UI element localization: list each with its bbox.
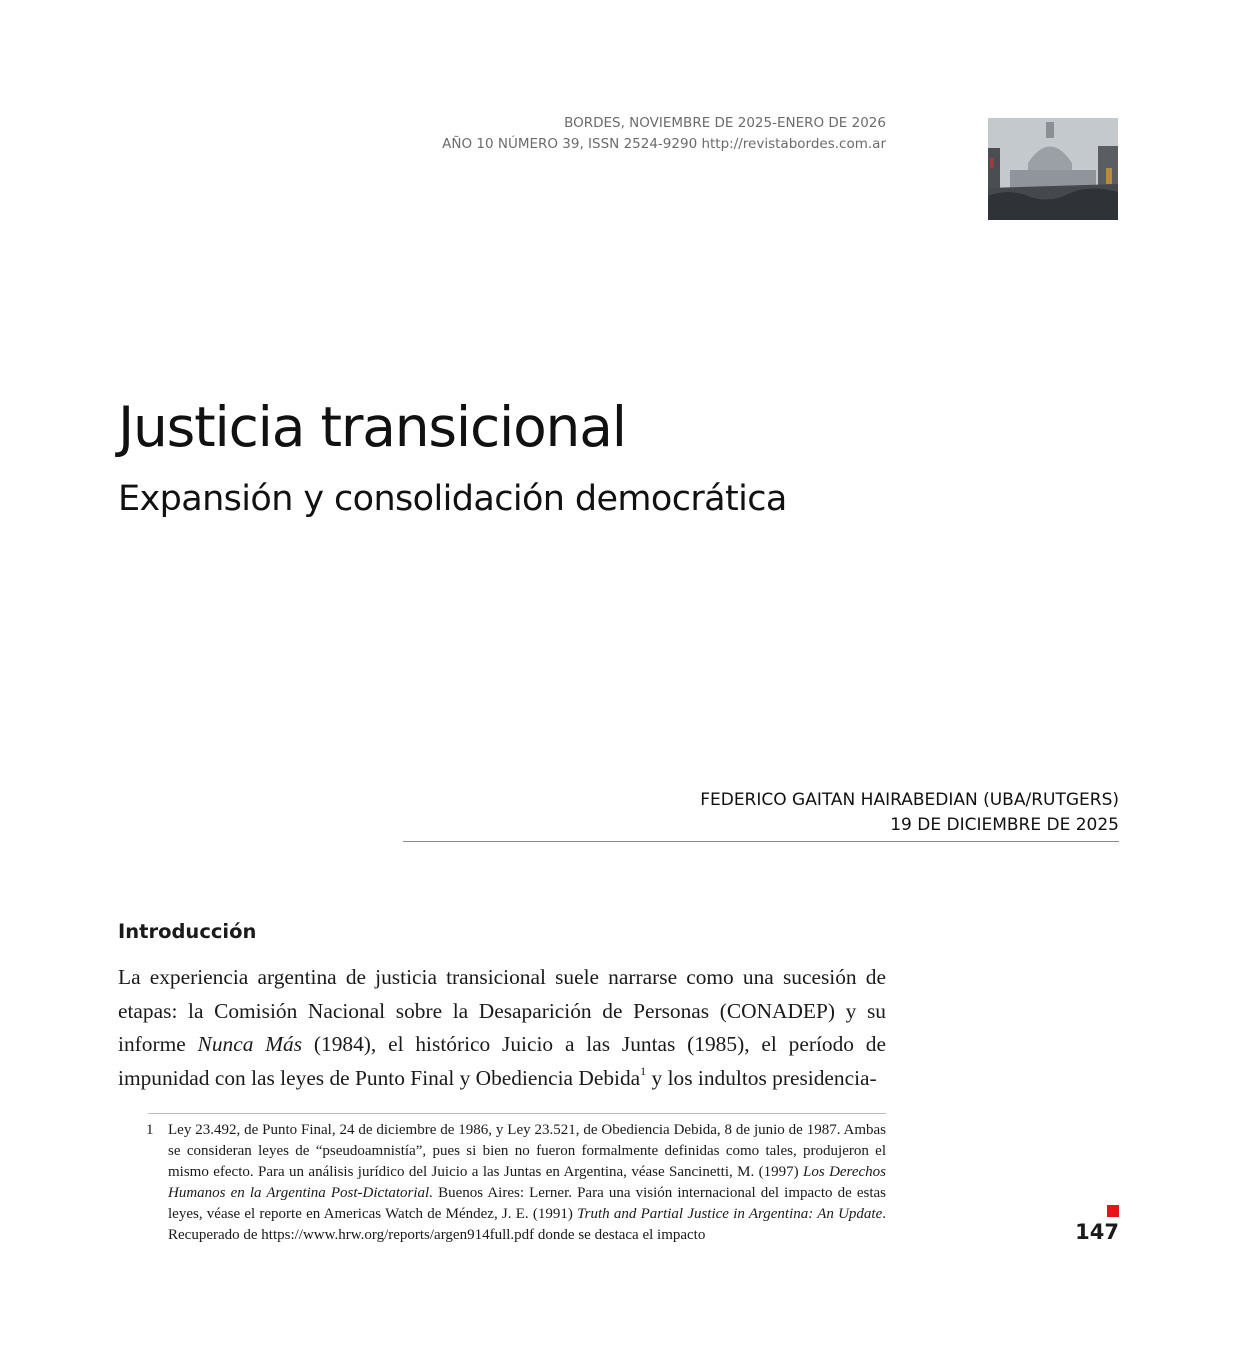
article-title: Justicia transicional [118,395,626,459]
footnote-text-part: . Recuperado de https://www.hrw.org/reports/argen914full.pdf donde se destaca el impacto [168,1206,887,1243]
author-block [700,788,1119,838]
journal-issue-line: BORDES, NOVIEMBRE DE 2025-ENERO DE 2026 [564,115,886,131]
body-text-part: La experiencia argentina de justicia transicional suele narrarse como una sucesión de etapas: la Comisión Nacional sobre la Desaparición de Personas (CONADEP) y su informe [118,965,886,1056]
author-divider [403,841,1119,842]
footnote-text-part: Ley 23.492, de Punto Final, 24 de diciembre de 1986, y Ley 23.521, de Obediencia Debida, 8 de junio de 1987. Ambas se consideran leyes de “pseudoamnistía”, pues si bien no fueron formalmente definidas como tales, produjeron el mismo efecto. Para un análisis jurídico del Juicio a las Juntas en Argentina, véase Sancinetti, M. (1997) [168,1122,886,1180]
article-date: 19 DE DICIEMBRE DE 2025 [890,815,1119,835]
section-heading: Introducción [118,920,257,943]
page-number: 147 [1075,1220,1119,1244]
journal-issn-line: AÑO 10 NÚMERO 39, ISSN 2524-9290 http://revistabordes.com.ar [442,136,886,152]
footnote-italic-title: Truth and Partial Justice in Argentina: An Update [577,1206,883,1222]
body-text-part: (1984), el histórico Juicio a las Juntas (1985), el período de impunidad con las leyes de Punto Final y Obediencia Debida [118,1032,886,1090]
page-marker [1107,1205,1119,1217]
footnote-text [168,1120,886,1246]
footnote-reference[interactable]: 1 [640,1064,647,1079]
author-name: FEDERICO GAITAN HAIRABEDIAN (UBA/RUTGERS) [700,790,1119,810]
footnote-number: 1 [146,1122,154,1138]
journal-header [442,113,886,155]
footnote-italic-title: Los Derechos Humanos en la Argentina Post-Dictatorial. [168,1164,886,1201]
footnote-divider [148,1113,886,1114]
article-subtitle: Expansión y consolidación democrática [118,479,787,519]
body-italic-title: Nunca Más [197,1032,303,1056]
body-paragraph [118,961,886,1095]
body-text-part: y los indultos presidencia- [646,1065,877,1090]
footnote [118,1120,886,1246]
footnote-text-part: Buenos Aires: Lerner. Para una visión internacional del impacto de estas leyes, véase el reporte en Americas Watch de Méndez, J. E. (1991) [168,1185,886,1222]
header-photo [988,118,1118,220]
